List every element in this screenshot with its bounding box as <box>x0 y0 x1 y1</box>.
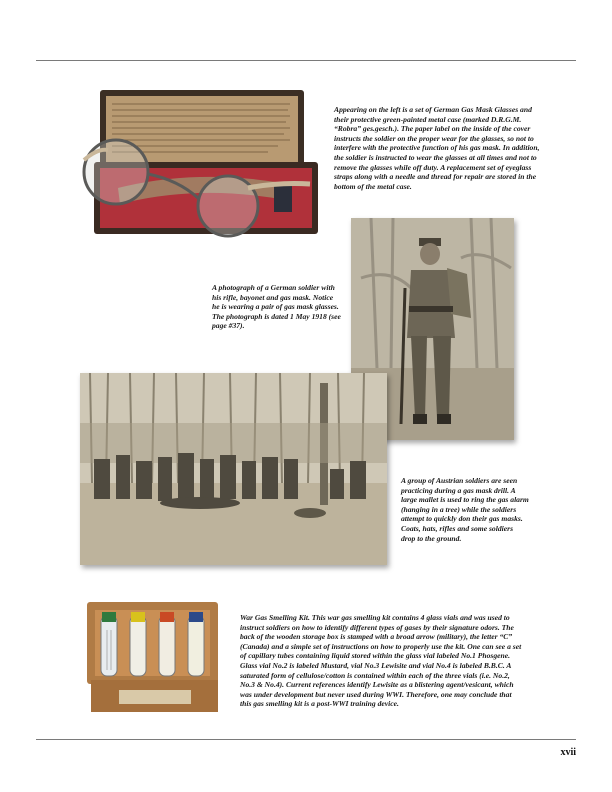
glasses-caption: Appearing on the left is a set of German Gas Mask Glasses and their protective green-painted metal case (marked D.R.G.M. “Robra” ges.gesch.). The paper label on the inside of the cover instructs the soldier on the proper wear for the glasses, so not to interfere with the protective function of his gas mask. In addition, the soldier is instructed to wear the glasses at all times and not to remove the glasses while off duty. A replacement set of eyeglass straps along with a needle and thread for repair are stored in the bottom of the metal case. <box>334 105 540 191</box>
kit-caption-title: War Gas Smelling Kit. <box>240 613 310 622</box>
austrian-soldiers-photo <box>80 373 387 565</box>
kit-caption-body: This war gas smelling kit contains 4 glass vials and was used to instruct soldiers on how to identify different types of gases by their signature odors. The back of the wooden storage box is stamped with a broad arrow (military), the letter “C” (Canada) and a simple set of instructions on how to properly use the kit. One can see a set of capillary tubes containing liquid stored within the glass vial labeled No.1 Phosgene. Glass vial No.2 is labeled Mustard, vial No.3 Lewisite and vial No.4 is labeled B.B.C. A saturated form of cellulose/cotton is contained within each of the three vials (i.e. No.2, No.3 & No.4). Current references identify Lewisite as a blistering agent/vesicant, which was under development but never used during WWI. Therefore, one may conclude that this gas smelling kit is a post-WWI training device. <box>240 613 522 709</box>
soldier-caption: A photograph of a German soldier with his rifle, bayonet and gas mask. Notice he is wearing a pair of gas mask glasses. The photograph is dated 1 May 1918 (see page #37). <box>212 283 341 331</box>
top-rule <box>36 60 576 61</box>
kit-caption <box>240 613 522 709</box>
gas-mask-glasses-photo <box>78 88 320 238</box>
bottom-rule <box>36 739 576 740</box>
page-number: xvii <box>560 747 576 758</box>
austrian-caption: A group of Austrian soldiers are seen practicing during a gas mask drill. A large mallet is used to ring the gas alarm (hanging in a tree) while the soldiers attempt to quickly don their gas masks. Coats, hats, rifles and some soldiers drop to the ground. <box>401 476 529 543</box>
gas-smelling-kit-photo <box>85 600 220 715</box>
